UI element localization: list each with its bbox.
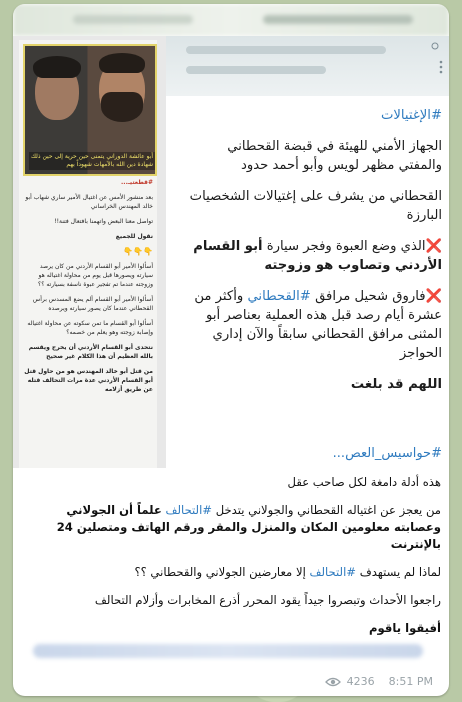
post-paragraph: ❌الذي وضع العبوة وفجر سيارة أبو القسام الأردني وتصاوب هو وزوجته (193, 239, 442, 273)
person-face (99, 58, 145, 120)
left-hashtag: #قطعتيـ... (121, 179, 153, 186)
left-paragraph: تواصل معنا البعض واتهمنا بافتعال فتنة!! (54, 218, 153, 225)
left-paragraph: نتحدى أبو القسام الأردني أن يخرج ويقسم بالله العظيم أن هذا الكلام غير صحيح (28, 344, 153, 360)
x-mark-icon: ❌ (425, 239, 442, 254)
more-vertical-icon (439, 60, 443, 74)
left-paragraph: أسألوا الأمير أبو القسام الأردني من كان يرصد سيارته ويصورها قبل يوم من محاولة اغتياله هو وزوجته عندما تم تفجير عبوة ناسفة بسيارته ؟؟ (38, 263, 153, 288)
left-paragraph: من قتل أبو خالد المهندس هو من حاول قتل أبو القسام الأردني عدة مرات التحالف قتله عن طريق أزلامه (24, 368, 153, 393)
eye-icon (325, 677, 341, 687)
left-paragraph: بعد منشور الأمس عن اغتيال الأمير ساري شهاب أبو خالد المهندس الخراساني (25, 194, 153, 210)
caption-paragraph: أفيقوا ياقوم (369, 621, 441, 635)
post-paragraph: ❌فاروق شحيل مرافق #القحطاني وأكثر من عشرة أيام رصد قبل هذه العملية بعناصر أبو المثنى مرافق القحطاني سابقاً والآن إداري الحواجز (194, 289, 442, 361)
pointing-hands-emoji: 👇👇👇 (123, 247, 153, 256)
caption-paragraph: من يعجز عن اغتياله القحطاني والجولاني يتدخل #التحالف علماً أن الجولاني وعصابته معلومين المكان والمنزل والمقر ورقم الهاتف ومتصلين 24 بالإنترنت (56, 503, 441, 551)
hashtag-link: #القحطاني (247, 289, 311, 304)
blurred-channel-header (13, 4, 449, 36)
left-paragraph: نقول للجميع (115, 233, 153, 240)
hashtag-link[interactable]: #التحالف (309, 565, 357, 579)
post-paragraph: القحطاني من يشرف على إغتيالات الشخصيات البارزة (189, 189, 442, 223)
message-bubble[interactable] (13, 4, 449, 696)
main-post-text (182, 106, 442, 406)
message-time: 8:51 PM (388, 675, 433, 688)
forwarded-post-screenshot (19, 40, 157, 468)
hashtag-link[interactable]: #التحالف (165, 503, 213, 517)
faces-caption: أبو عائشة الدوراني يتمنى حين حرية إلى حين ذلك شهادة دين الله بالآمهات شهوداً بهم (30, 153, 153, 168)
blurred-post-header (166, 36, 449, 96)
caption-paragraph: هذه أدلة دامغة لكل صاحب عقل (287, 475, 441, 489)
cut-hashtags: #حواسيس_العص... (332, 446, 442, 461)
left-paragraph: أسألوا أبو القسام ما تمن سكوته عن محاولة اغتياله وإصابة زوجته وهو يعلم من خصمه؟ (27, 320, 153, 336)
main-post-screenshot (166, 36, 449, 468)
caption-paragraph: لماذا لم يستهدف #التحالف إلا معارضين الجولاني والقحطاني ؟؟ (134, 565, 441, 579)
x-mark-icon: ❌ (425, 289, 442, 304)
faces-image (23, 44, 157, 176)
person-face (35, 62, 79, 120)
hashtag-title: #الإغتيالات (380, 108, 442, 123)
message-photo[interactable] (13, 36, 449, 468)
pin-icon (431, 42, 439, 50)
message-meta (325, 675, 433, 688)
blurred-link (33, 644, 423, 658)
post-paragraph: الجهاز الأمني للهيئة في قبضة القحطاني والمفتي مظهر لويس وأبو أحمد حدود (227, 139, 442, 173)
left-paragraph: أسألوا الأمير أبو القسام ألم يضع المسدس برأس القحطاني عندما كان يصور سيارته ويرصده (32, 296, 153, 312)
message-caption (23, 474, 441, 648)
view-count: 4236 (346, 675, 375, 688)
left-post-text (23, 178, 153, 400)
post-paragraph: اللهم قد بلغت (350, 377, 442, 392)
caption-paragraph: راجعوا الأحداث وتبصروا جيداً يقود المحرر أذرع المخابرات وأزلام التحالف (94, 593, 441, 607)
